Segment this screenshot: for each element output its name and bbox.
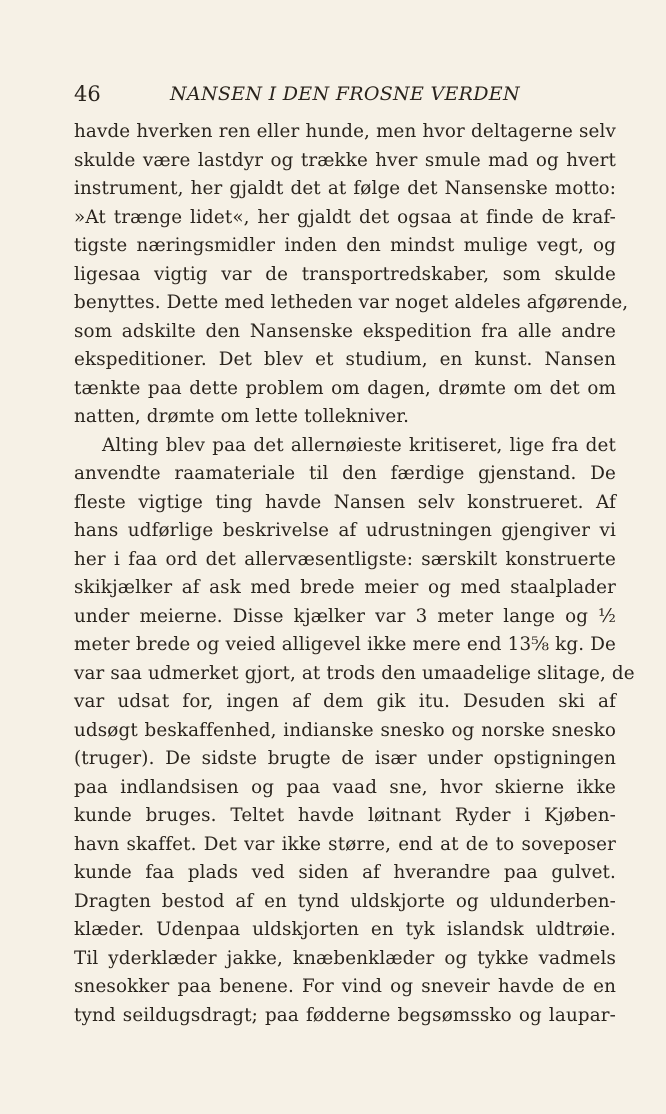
text-line: hans udførlige beskrivelse af udrustningen gjengiver vi <box>74 520 616 541</box>
text-line: »At trænge lidet«, her gjaldt det ogsaa at finde de kraf- <box>74 206 616 228</box>
body-text <box>74 118 635 1030</box>
paragraph <box>74 118 629 432</box>
text-line: klæder. Udenpaa uldskjorten en tyk islandsk uldtrøie. <box>74 919 616 940</box>
text-line: (truger). De sidste brugte de især under opstigningen <box>74 748 616 769</box>
paragraph <box>74 432 635 1031</box>
text-line: her i faa ord det allervæsentligste: særskilt konstruerte <box>74 548 616 570</box>
text-line: tænkte paa dette problem om dagen, drømte om det om <box>74 377 616 399</box>
text-line: tigste næringsmidler inden den mindst mulige vegt, og <box>74 235 616 256</box>
text-line: ekspeditioner. Det blev et studium, en kunst. Nansen <box>74 349 616 370</box>
text-line: meter brede og veied alligevel ikke mere end 13⅝ kg. De <box>74 634 616 655</box>
text-line: fleste vigtige ting havde Nansen selv konstrueret. Af <box>74 491 616 513</box>
text-line: under meierne. Disse kjælker var 3 meter lange og ½ <box>74 605 616 627</box>
text-line: kunde bruges. Teltet havde løitnant Ryder i Kjøben- <box>74 805 616 826</box>
page-header <box>74 78 614 110</box>
text-line: havn skaffet. Det var ikke større, end at de to soveposer <box>74 833 616 855</box>
running-title: NANSEN I DEN FROSNE VERDEN <box>170 83 520 105</box>
text-line: var udsat for, ingen af dem gik itu. Desuden ski af <box>74 691 616 712</box>
text-line: paa indlandsisen og paa vaad sne, hvor skierne ikke <box>74 776 616 798</box>
text-line: Dragten bestod af en tynd uldskjorte og uldunderben- <box>74 890 616 912</box>
text-line: ligesaa vigtig var de transportredskaber, som skulde <box>74 263 616 285</box>
text-line: tynd seildugsdragt; paa fødderne begsømssko og laupar- <box>74 1004 616 1026</box>
text-line: instrument, her gjaldt det at følge det Nansenske motto: <box>74 178 616 199</box>
text-line: skulde være lastdyr og trække hver smule mad og hvert <box>74 149 616 171</box>
text-line: Til yderklæder jakke, knæbenklæder og tykke vadmels <box>74 947 616 969</box>
text-line: kunde faa plads ved siden af hverandre paa gulvet. <box>74 862 616 883</box>
text-line: benyttes. Dette med letheden var noget aldeles afgørende, <box>74 292 629 313</box>
text-line: snesokker paa benene. For vind og sneveir havde de en <box>74 976 616 997</box>
text-line: skikjælker af ask med brede meier og med staalplader <box>74 577 616 598</box>
text-line: natten, drømte om lette tollekniver. <box>74 406 410 427</box>
text-line: Alting blev paa det allernøieste kritiseret, lige fra det <box>102 434 616 456</box>
text-line: anvendte raamateriale til den færdige gjenstand. De <box>74 463 616 484</box>
text-line: udsøgt beskaffenhed, indianske snesko og norske snesko <box>74 719 616 741</box>
text-line: som adskilte den Nansenske ekspedition fra alle andre <box>74 320 616 342</box>
page-number: 46 <box>74 82 101 106</box>
text-line: var saa udmerket gjort, at trods den umaadelige slitage, de <box>74 662 635 684</box>
text-line: havde hverken ren eller hunde, men hvor deltagerne selv <box>74 121 616 142</box>
